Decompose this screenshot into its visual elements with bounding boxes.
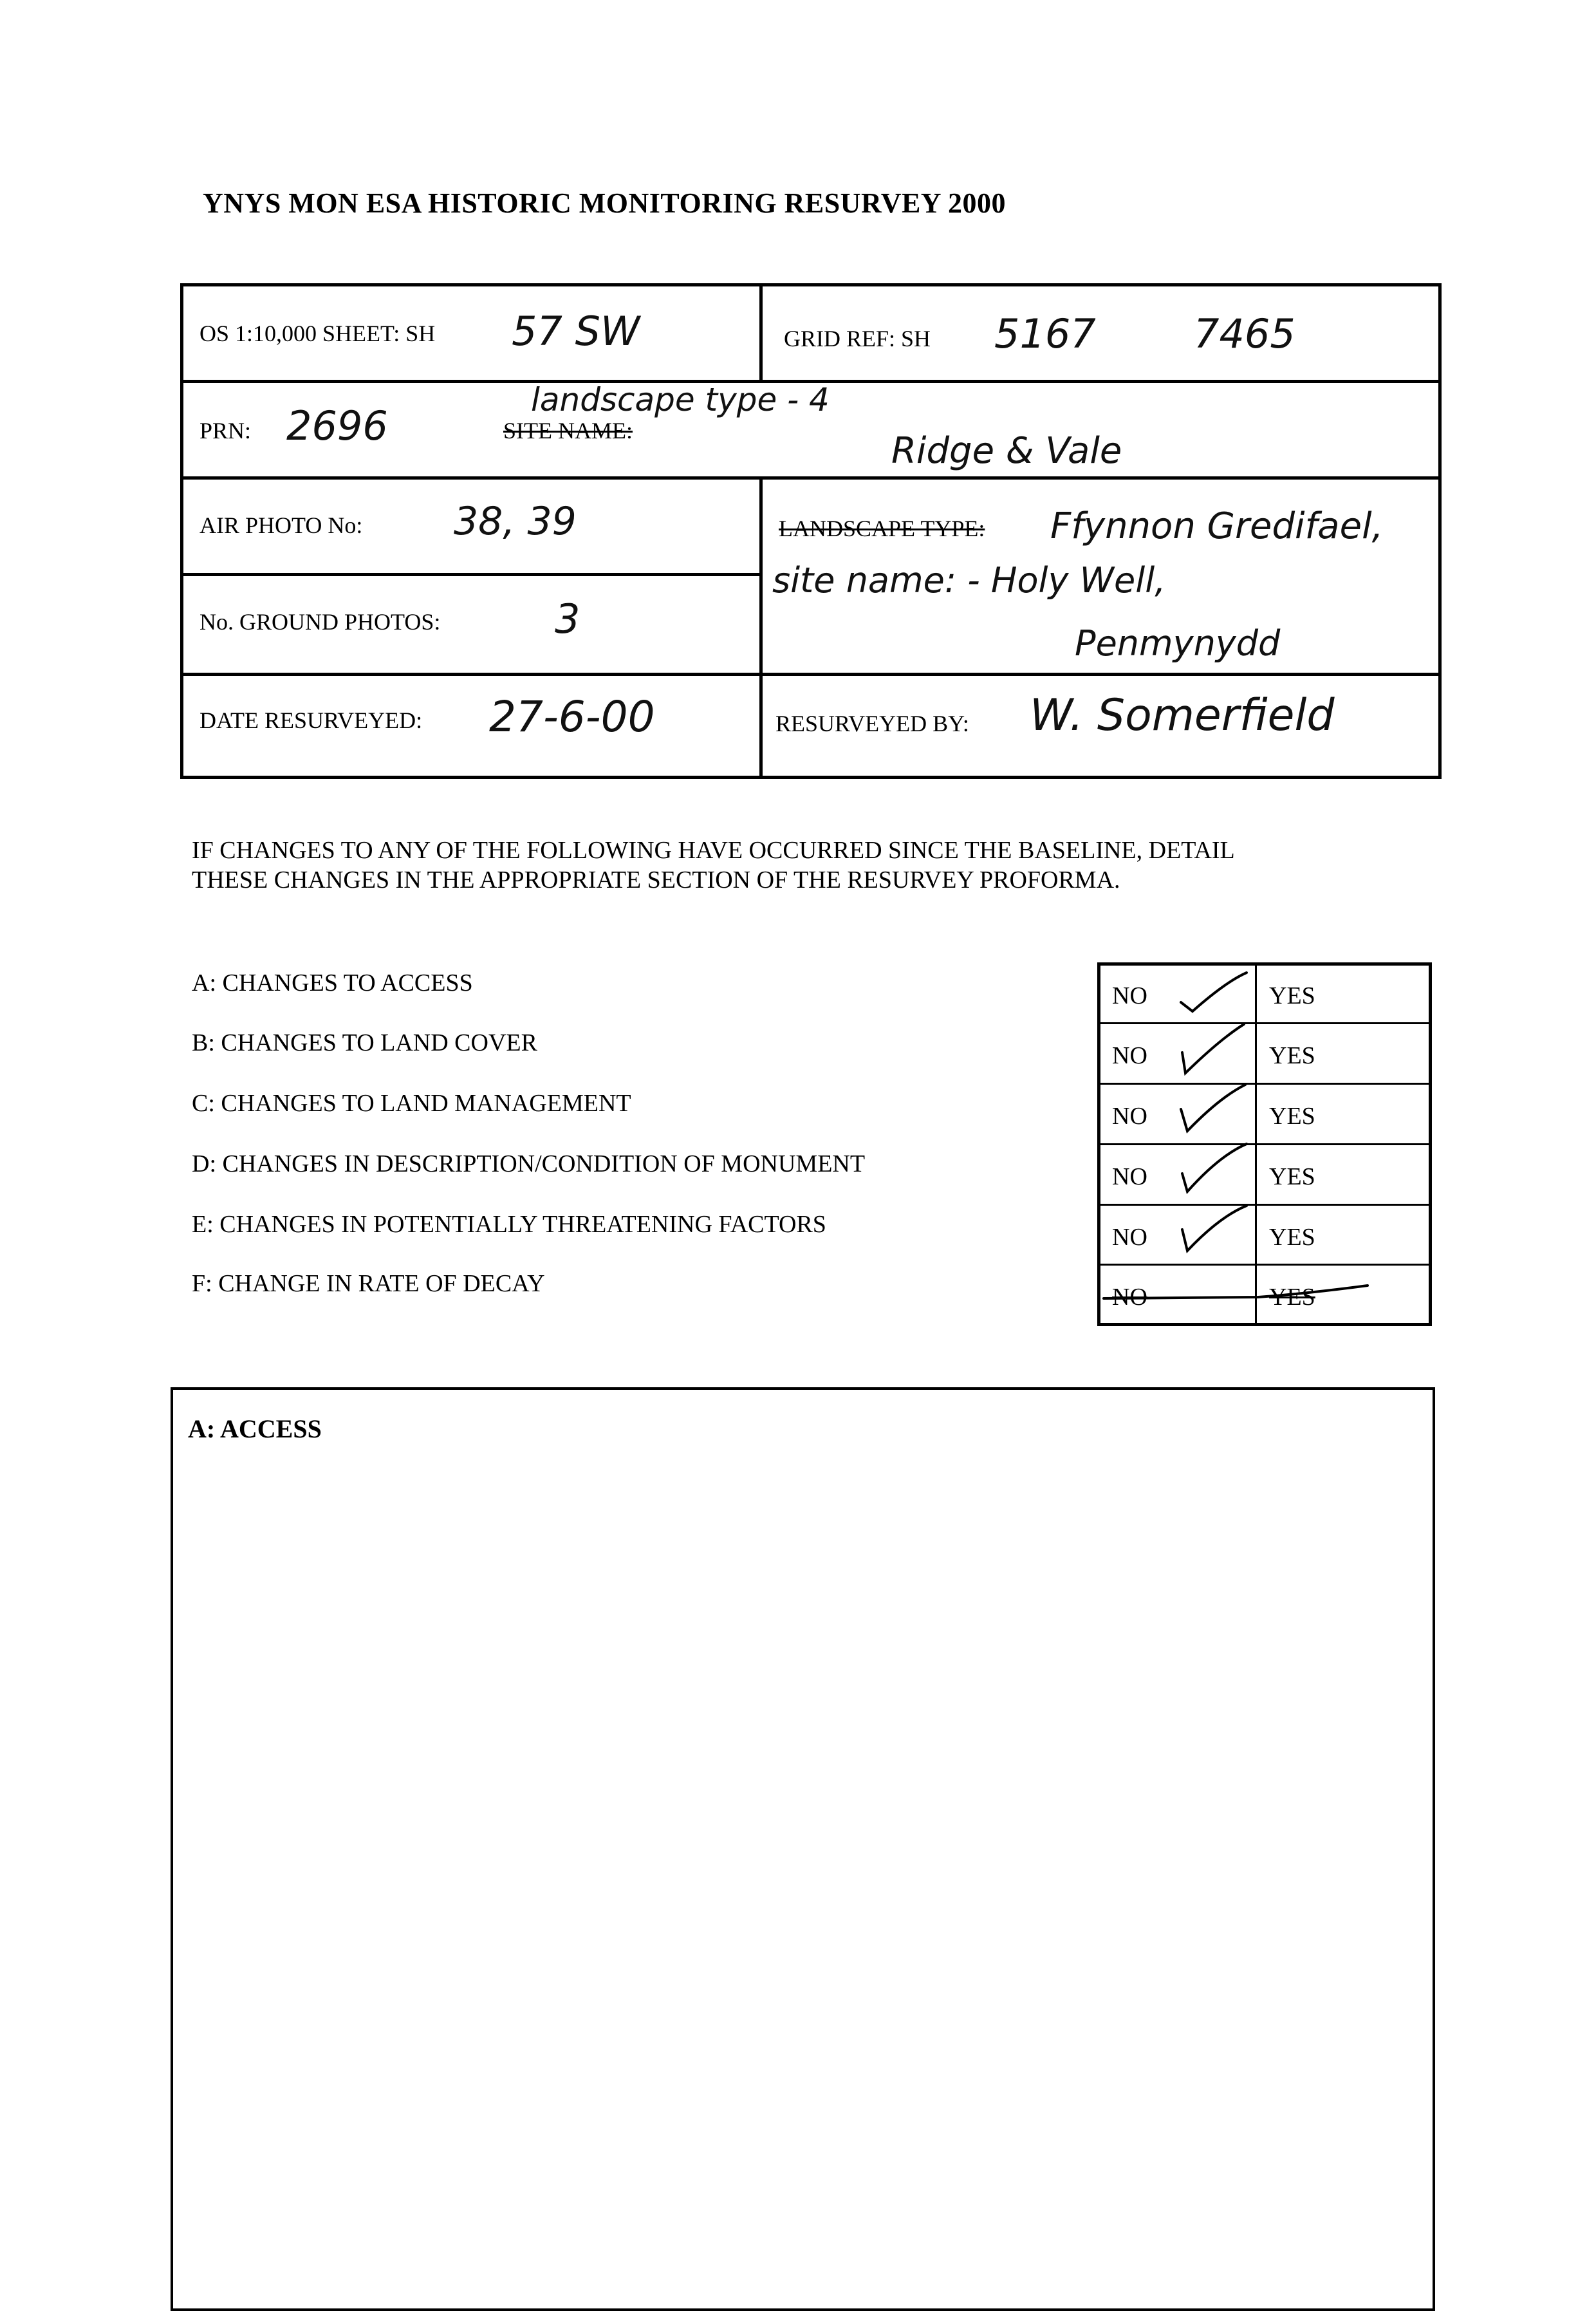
access-section-box[interactable] bbox=[171, 1387, 1435, 2311]
checkmark-icon bbox=[1181, 1085, 1245, 1131]
change-question-a: A: CHANGES TO ACCESS bbox=[192, 969, 473, 996]
column-divider bbox=[759, 283, 763, 382]
no-option-a[interactable]: NO bbox=[1112, 982, 1147, 1009]
no-option-d[interactable]: NO bbox=[1112, 1163, 1147, 1190]
site-name-label: SITE NAME: bbox=[503, 418, 633, 444]
air-photo-label: AIR PHOTO No: bbox=[200, 512, 363, 538]
checkmark-icon bbox=[1182, 1206, 1247, 1251]
yes-option-c[interactable]: YES bbox=[1269, 1103, 1315, 1130]
landscape-type-annotation[interactable]: site name: - Holy Well, bbox=[772, 560, 1166, 601]
date-resurveyed-value[interactable]: 27-6-00 bbox=[489, 692, 655, 742]
date-resurveyed-label: DATE RESURVEYED: bbox=[200, 707, 423, 733]
grid-ref-label: GRID REF: SH bbox=[784, 326, 931, 351]
checkmarks-overlay bbox=[1097, 962, 1432, 1326]
ground-photos-value[interactable]: 3 bbox=[555, 595, 580, 642]
change-question-d: D: CHANGES IN DESCRIPTION/CONDITION OF MONUMENT bbox=[192, 1150, 866, 1177]
no-option-e[interactable]: NO bbox=[1112, 1224, 1147, 1251]
yes-option-e[interactable]: YES bbox=[1269, 1224, 1315, 1251]
landscape-type-label: LANDSCAPE TYPE: bbox=[779, 516, 985, 541]
yes-option-d[interactable]: YES bbox=[1269, 1163, 1315, 1190]
os-sheet-label: OS 1:10,000 SHEET: SH bbox=[200, 321, 436, 346]
strike-through-line bbox=[1104, 1286, 1368, 1298]
landscape-type-annotation[interactable]: Penmynydd bbox=[1075, 623, 1281, 664]
site-name-annotation[interactable]: landscape type - 4 bbox=[531, 381, 830, 418]
column-divider bbox=[759, 476, 763, 779]
row-divider bbox=[180, 573, 763, 576]
instructions bbox=[192, 836, 1415, 895]
checkmark-icon bbox=[1181, 973, 1247, 1011]
page-title: YNYS MON ESA HISTORIC MONITORING RESURVEY 2000 bbox=[203, 187, 1006, 219]
ground-photos-label: No. GROUND PHOTOS: bbox=[200, 609, 441, 635]
change-question-c: C: CHANGES TO LAND MANAGEMENT bbox=[192, 1090, 631, 1117]
access-section-title: A: ACCESS bbox=[188, 1414, 322, 1443]
no-option-f[interactable]: NO bbox=[1112, 1284, 1147, 1311]
no-option-b[interactable]: NO bbox=[1112, 1042, 1147, 1069]
resurveyed-by-label: RESURVEYED BY: bbox=[775, 711, 969, 736]
site-name-annotation[interactable]: Ridge & Vale bbox=[891, 430, 1122, 472]
row-divider bbox=[180, 476, 1442, 480]
no-option-c[interactable]: NO bbox=[1112, 1103, 1147, 1130]
yes-option-f[interactable]: YES bbox=[1269, 1284, 1315, 1311]
yes-option-b[interactable]: YES bbox=[1269, 1042, 1315, 1069]
os-sheet-value[interactable]: 57 SW bbox=[512, 308, 640, 355]
grid-ref-northing[interactable]: 7465 bbox=[1194, 310, 1295, 357]
grid-ref-easting[interactable]: 5167 bbox=[994, 310, 1096, 357]
air-photo-value[interactable]: 38, 39 bbox=[454, 499, 577, 544]
checkmark-icon bbox=[1182, 1144, 1247, 1192]
change-question-f: F: CHANGE IN RATE OF DECAY bbox=[192, 1270, 545, 1297]
prn-label: PRN: bbox=[200, 418, 252, 444]
instructions-line: THESE CHANGES IN THE APPROPRIATE SECTION OF THE RESURVEY PROFORMA. bbox=[192, 866, 1120, 894]
resurveyed-by-signature[interactable]: W. Somerfield bbox=[1030, 690, 1335, 741]
change-question-b: B: CHANGES TO LAND COVER bbox=[192, 1029, 537, 1056]
checkmark-icon bbox=[1182, 1024, 1244, 1073]
instructions-line: IF CHANGES TO ANY OF THE FOLLOWING HAVE OCCURRED SINCE THE BASELINE, DETAIL bbox=[192, 837, 1235, 864]
row-divider bbox=[180, 673, 1442, 676]
landscape-type-annotation[interactable]: Ffynnon Gredifael, bbox=[1050, 505, 1384, 547]
prn-value[interactable]: 2696 bbox=[286, 402, 388, 449]
yes-option-a[interactable]: YES bbox=[1269, 982, 1315, 1009]
change-question-e: E: CHANGES IN POTENTIALLY THREATENING FACTORS bbox=[192, 1211, 826, 1238]
